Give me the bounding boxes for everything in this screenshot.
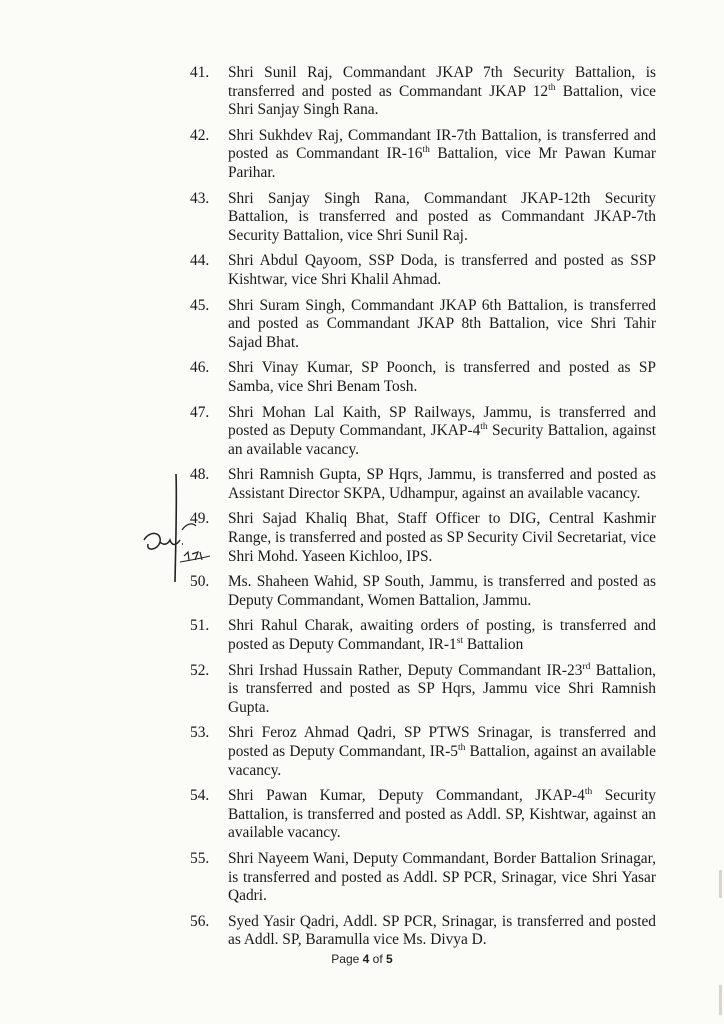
footer-page-word: Page bbox=[331, 952, 360, 966]
order-number: 49. bbox=[190, 510, 210, 528]
scan-edge-mark bbox=[719, 870, 722, 898]
order-text bbox=[228, 662, 656, 718]
order-text-continued: Battalion, against an available vacancy. bbox=[228, 743, 656, 779]
order-item bbox=[0, 662, 724, 718]
order-text-main: Ms. Shaheen Wahid, SP South, Jammu, is transferred and posted as Deputy Commandant, Women Battalion, Jammu. bbox=[228, 573, 656, 609]
order-number: 45. bbox=[190, 296, 210, 314]
order-number: 41. bbox=[190, 64, 210, 81]
order-text-continued: Security Battalion, is transferred and posted as Addl. SP, Kishtwar, against an available vacancy. bbox=[228, 787, 657, 842]
order-text bbox=[228, 913, 656, 950]
order-text-main: Shri Pawan Kumar, Deputy Commandant, JKAP-4 bbox=[228, 787, 585, 805]
order-number: 56. bbox=[190, 912, 210, 930]
order-number: 42. bbox=[190, 126, 210, 144]
order-text bbox=[228, 850, 656, 906]
transfer-orders-list bbox=[0, 64, 724, 957]
order-text-continued: Battalion bbox=[463, 636, 524, 654]
order-item bbox=[0, 297, 724, 353]
ordinal-suffix: st bbox=[456, 636, 464, 647]
order-text bbox=[228, 252, 656, 289]
footer-of-word: of bbox=[372, 952, 383, 966]
order-text bbox=[228, 359, 656, 396]
order-item bbox=[0, 359, 724, 396]
order-text-main: Shri Irshad Hussain Rather, Deputy Commandant IR-23 bbox=[228, 661, 583, 679]
order-text bbox=[228, 787, 656, 843]
page-footer bbox=[0, 952, 724, 966]
order-text-main: Shri Sunil Raj, Commandant JKAP 7th Security Battalion, is transferred and posted as Commandant JKAP 12 bbox=[228, 64, 656, 100]
order-text bbox=[228, 724, 656, 780]
order-text bbox=[228, 617, 656, 654]
order-number: 55. bbox=[190, 849, 210, 867]
order-text bbox=[228, 466, 656, 503]
order-text bbox=[228, 404, 656, 460]
order-text-main: Shri Vinay Kumar, SP Poonch, is transferred and posted as SP Samba, vice Shri Benam Tosh. bbox=[228, 359, 656, 395]
order-text-main: Shri Rahul Charak, awaiting orders of posting, is transferred and posted as Deputy Commandant, IR-1 bbox=[228, 617, 656, 654]
order-item bbox=[0, 127, 724, 183]
order-text bbox=[228, 297, 656, 353]
ordinal-suffix: th bbox=[422, 145, 430, 156]
order-number: 44. bbox=[190, 252, 210, 270]
order-item bbox=[0, 724, 724, 780]
order-number: 47. bbox=[190, 403, 210, 421]
scan-edge-mark bbox=[719, 985, 722, 1015]
order-text-main: Shri Mohan Lal Kaith, SP Railways, Jammu, is transferred and posted as Deputy Commandant, JKAP-4 bbox=[228, 403, 656, 440]
order-item bbox=[0, 617, 724, 654]
order-item bbox=[0, 913, 724, 950]
order-item bbox=[0, 466, 724, 503]
order-text-main: Shri Suram Singh, Commandant JKAP 6th Battalion, is transferred and posted as Commandant JKAP 8th Battalion, vice Shri Tahir Sajad Bhat. bbox=[228, 296, 656, 351]
order-item bbox=[0, 64, 724, 120]
order-item bbox=[0, 404, 724, 460]
order-text-continued: Security Battalion, against an available vacancy. bbox=[228, 422, 656, 458]
order-text-main: Shri Nayeem Wani, Deputy Commandant, Border Battalion Srinagar, is transferred and posted as Addl. SP PCR, Srinagar, vice Shri Yasar Qadri. bbox=[228, 849, 656, 905]
order-text-continued: Battalion, vice Shri Sanjay Singh Rana. bbox=[228, 82, 656, 119]
order-text-main: Shri Ramnish Gupta, SP Hqrs, Jammu, is transferred and posted as Assistant Director SKPA, Udhampur, against an available vacancy. bbox=[228, 466, 656, 502]
order-number: 52. bbox=[190, 661, 210, 679]
handwritten-initials-signature bbox=[140, 470, 220, 590]
order-text bbox=[228, 510, 656, 566]
ordinal-suffix: th bbox=[584, 787, 593, 798]
ordinal-suffix: th bbox=[457, 743, 466, 753]
order-text-main: Shri Feroz Ahmad Qadri, SP PTWS Srinagar, is transferred and posted as Deputy Commandant, IR-5 bbox=[228, 724, 656, 760]
order-text-continued: Battalion, vice Mr Pawan Kumar Parihar. bbox=[228, 145, 656, 181]
order-text bbox=[228, 64, 656, 120]
order-item bbox=[0, 190, 724, 246]
order-number: 43. bbox=[190, 189, 210, 207]
order-number: 48. bbox=[190, 466, 210, 484]
order-number: 53. bbox=[190, 724, 210, 742]
order-number: 46. bbox=[190, 359, 210, 377]
order-item bbox=[0, 573, 724, 610]
order-text bbox=[228, 127, 656, 183]
order-item bbox=[0, 252, 724, 289]
order-number: 54. bbox=[190, 787, 210, 805]
order-text-main: Shri Abdul Qayoom, SSP Doda, is transferred and posted as SSP Kishtwar, vice Shri Khalil Ahmad. bbox=[228, 252, 656, 288]
order-text-main: Shri Sajad Khaliq Bhat, Staff Officer to DIG, Central Kashmir Range, is transferred and posted as SP Security Civil Secretariat, vice Shri Mohd. Yaseen Kichloo, IPS. bbox=[228, 510, 656, 565]
order-item bbox=[0, 850, 724, 906]
order-text-main: Syed Yasir Qadri, Addl. SP PCR, Srinagar, is transferred and posted as Addl. SP, Baramulla vice Ms. Divya D. bbox=[228, 912, 656, 949]
ordinal-suffix: rd bbox=[582, 661, 591, 672]
order-item bbox=[0, 787, 724, 843]
ordinal-suffix: th bbox=[548, 82, 556, 93]
order-text-continued: Battalion, is transferred and posted as SP Hqrs, Jammu vice Shri Ramnish Gupta. bbox=[228, 661, 656, 716]
ordinal-suffix: th bbox=[480, 422, 488, 433]
order-text bbox=[228, 190, 656, 246]
order-number: 51. bbox=[190, 617, 210, 635]
order-number: 50. bbox=[190, 573, 210, 591]
order-text-main: Shri Sanjay Singh Rana, Commandant JKAP-12th Security Battalion, is transferred and posted as Commandant JKAP-7th Security Battalion, vice Shri Sunil Raj. bbox=[228, 189, 656, 244]
footer-total-pages: 5 bbox=[386, 952, 393, 966]
order-item bbox=[0, 510, 724, 566]
order-text-main: Shri Sukhdev Raj, Commandant IR-7th Battalion, is transferred and posted as Commandant IR-16 bbox=[228, 126, 656, 163]
order-text bbox=[228, 573, 656, 610]
footer-current-page: 4 bbox=[362, 952, 370, 966]
